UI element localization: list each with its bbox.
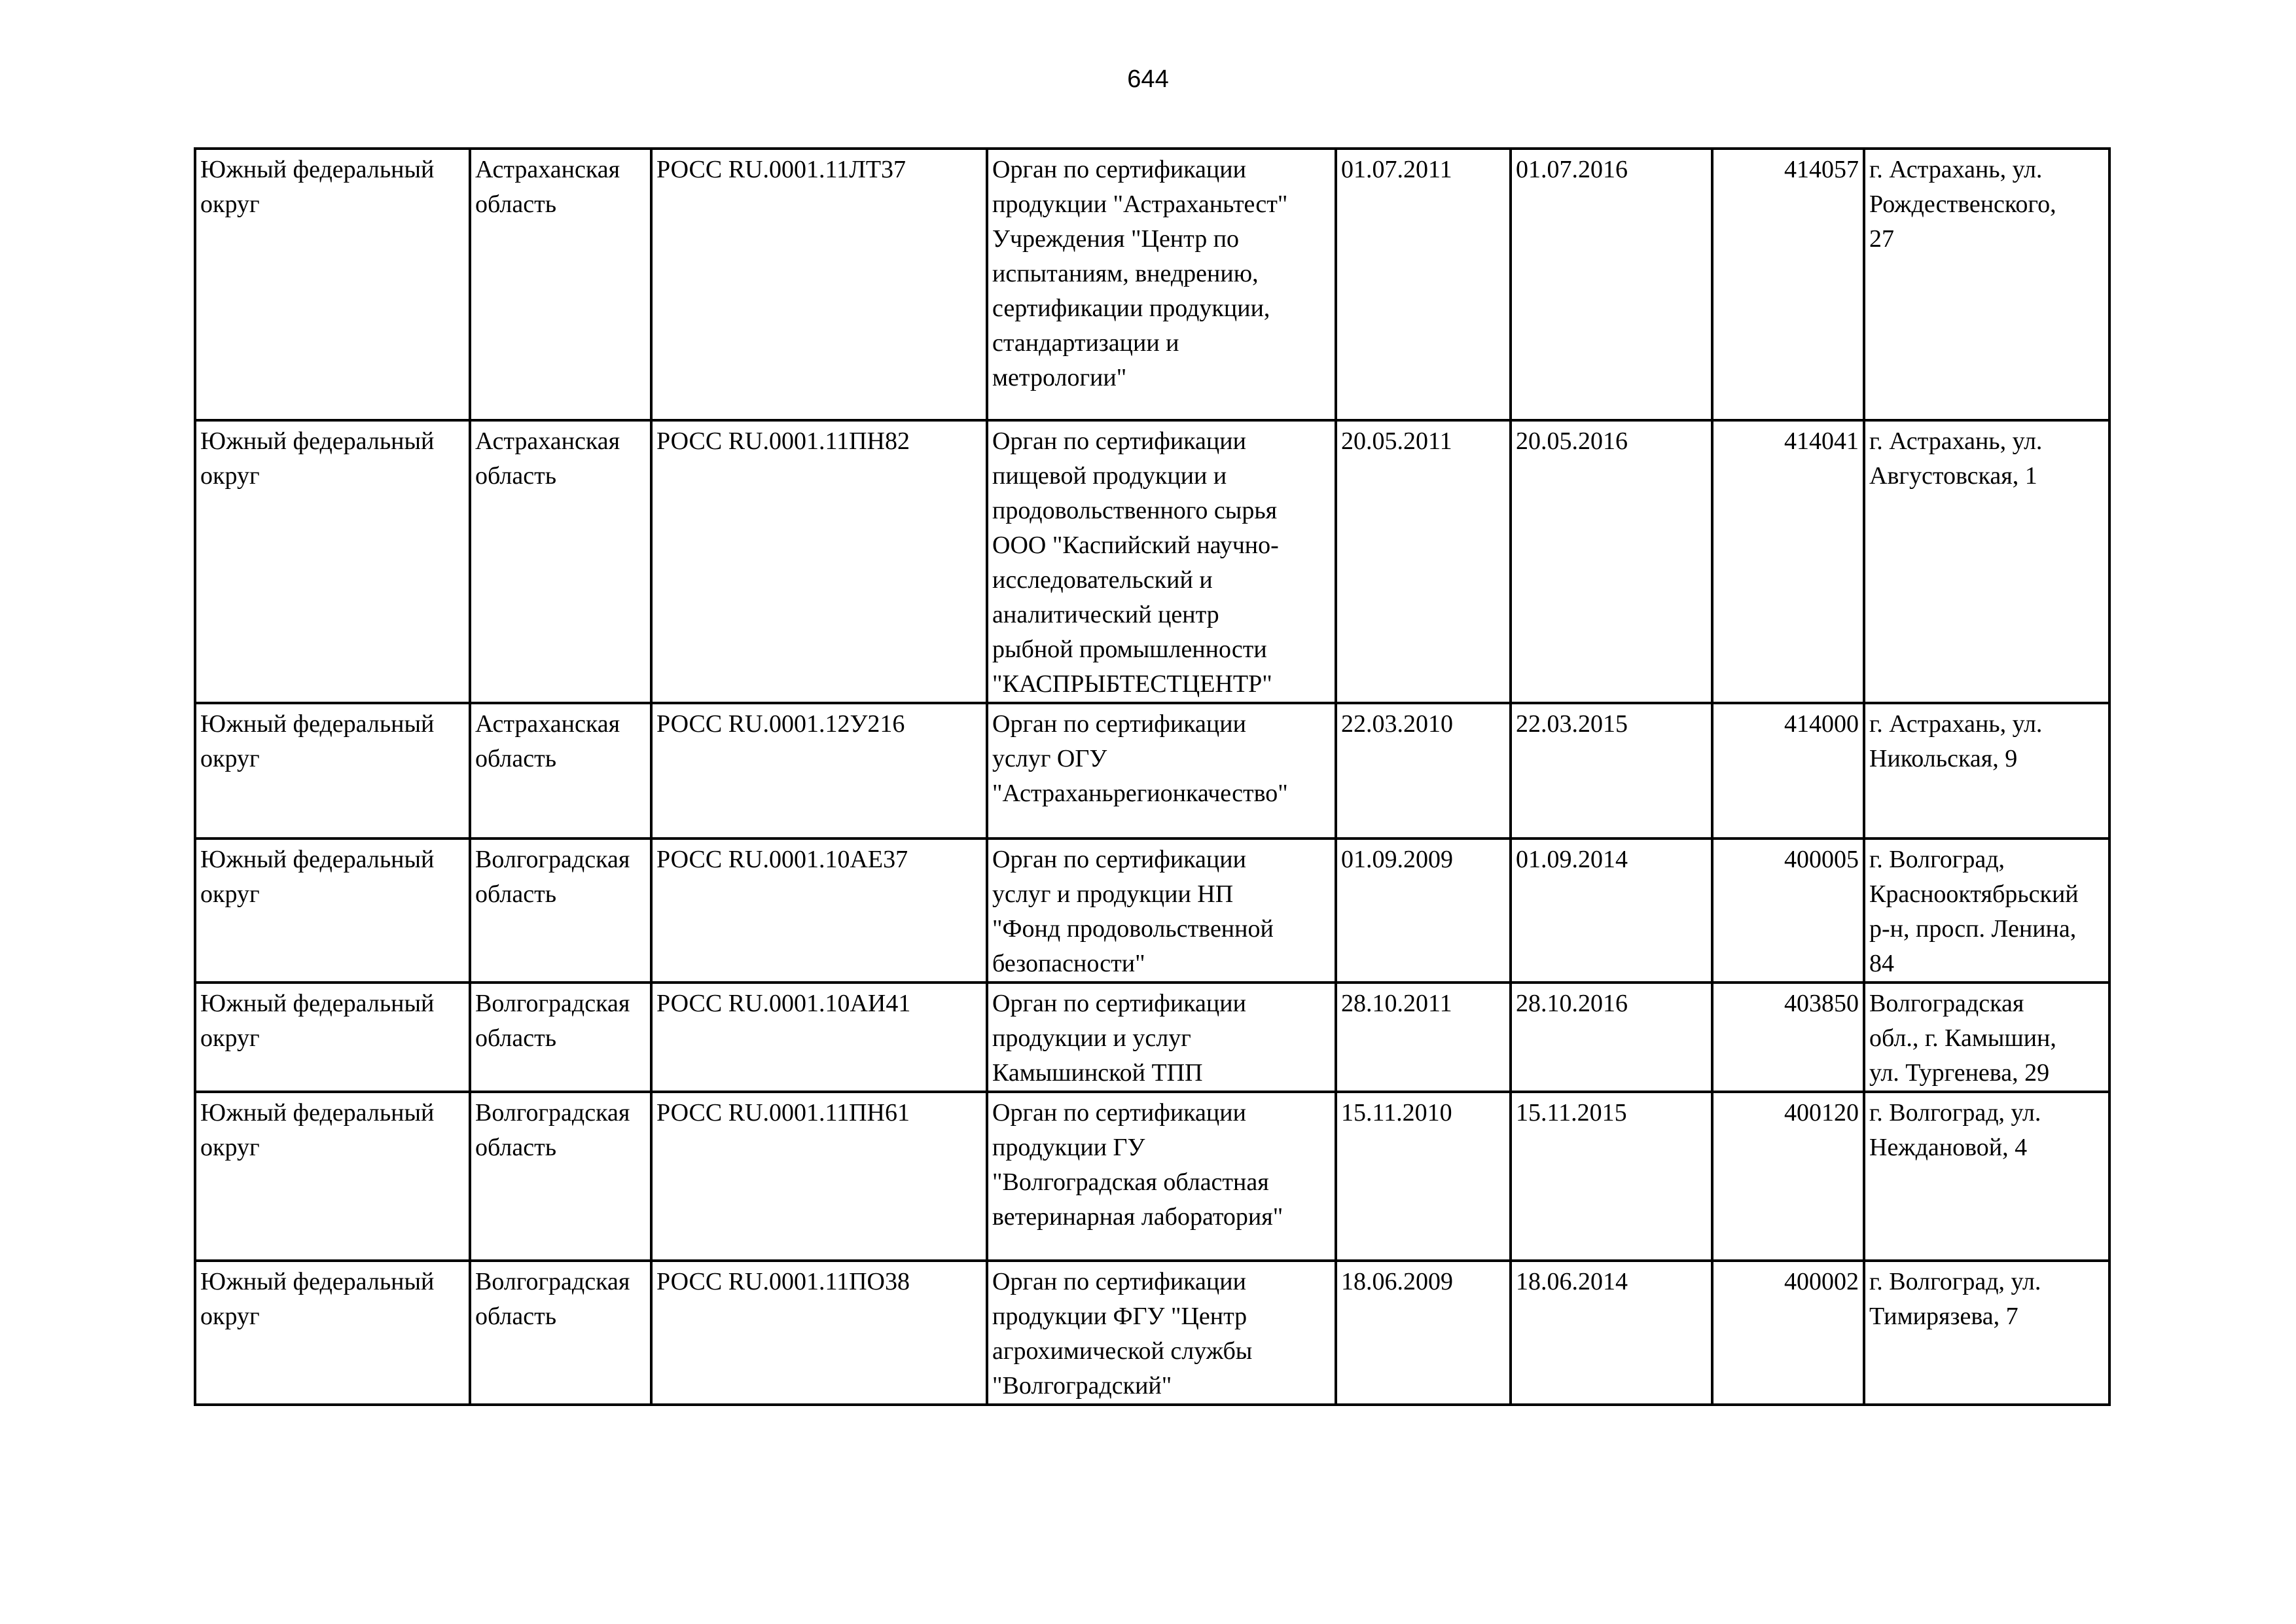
postcode-cell: 403850 xyxy=(1712,983,1864,1092)
region-cell: Астраханская область xyxy=(470,149,651,420)
date-to-cell: 20.05.2016 xyxy=(1511,420,1712,703)
date-from-cell: 28.10.2011 xyxy=(1336,983,1511,1092)
reg-number-cell: РОСС RU.0001.12У216 xyxy=(651,703,987,839)
address-cell: г. Волгоград, Краснооктябрьский р-н, просп. Ленина, 84 xyxy=(1864,839,2109,983)
date-from-cell: 18.06.2009 xyxy=(1336,1261,1511,1405)
date-from-cell: 22.03.2010 xyxy=(1336,703,1511,839)
address-cell: Волгоградская обл., г. Камышин, ул. Тургенева, 29 xyxy=(1864,983,2109,1092)
table-row xyxy=(195,983,2109,1092)
address-cell: г. Астрахань, ул. Никольская, 9 xyxy=(1864,703,2109,839)
table-row xyxy=(195,703,2109,839)
organ-cell: Орган по сертификации продукции и услуг Камышинской ТПП xyxy=(987,983,1336,1092)
reg-number-cell: РОСС RU.0001.10АЕ37 xyxy=(651,839,987,983)
district-cell: Южный федеральный округ xyxy=(195,703,470,839)
date-from-cell: 01.09.2009 xyxy=(1336,839,1511,983)
date-from-cell: 15.11.2010 xyxy=(1336,1092,1511,1261)
date-to-cell: 28.10.2016 xyxy=(1511,983,1712,1092)
date-to-cell: 15.11.2015 xyxy=(1511,1092,1712,1261)
address-cell: г. Волгоград, ул. Неждановой, 4 xyxy=(1864,1092,2109,1261)
region-cell: Астраханская область xyxy=(470,703,651,839)
postcode-cell: 400120 xyxy=(1712,1092,1864,1261)
table-row xyxy=(195,420,2109,703)
organ-cell: Орган по сертификации пищевой продукции и продовольственного сырья ООО "Каспийский научно- исследовательский и аналитический центр рыбной промышленности "КАСПРЫБТЕСТЦЕНТР" xyxy=(987,420,1336,703)
reg-number-cell: РОСС RU.0001.11ПН82 xyxy=(651,420,987,703)
postcode-cell: 400002 xyxy=(1712,1261,1864,1405)
district-cell: Южный федеральный округ xyxy=(195,983,470,1092)
postcode-cell: 414057 xyxy=(1712,149,1864,420)
district-cell: Южный федеральный округ xyxy=(195,839,470,983)
postcode-cell: 414000 xyxy=(1712,703,1864,839)
district-cell: Южный федеральный округ xyxy=(195,1261,470,1405)
region-cell: Волгоградская область xyxy=(470,1092,651,1261)
organ-cell: Орган по сертификации продукции "Астраханьтест" Учреждения "Центр по испытаниям, внедрению, сертификации продукции, стандартизации и метрологии" xyxy=(987,149,1336,420)
date-to-cell: 01.07.2016 xyxy=(1511,149,1712,420)
address-cell: г. Волгоград, ул. Тимирязева, 7 xyxy=(1864,1261,2109,1405)
date-from-cell: 20.05.2011 xyxy=(1336,420,1511,703)
table-row xyxy=(195,1261,2109,1405)
date-to-cell: 22.03.2015 xyxy=(1511,703,1712,839)
district-cell: Южный федеральный округ xyxy=(195,420,470,703)
date-to-cell: 01.09.2014 xyxy=(1511,839,1712,983)
page-number: 644 xyxy=(1127,65,1169,93)
organ-cell: Орган по сертификации услуг и продукции НП "Фонд продовольственной безопасности" xyxy=(987,839,1336,983)
region-cell: Астраханская область xyxy=(470,420,651,703)
address-cell: г. Астрахань, ул. Рождественского, 27 xyxy=(1864,149,2109,420)
district-cell: Южный федеральный округ xyxy=(195,149,470,420)
date-from-cell: 01.07.2011 xyxy=(1336,149,1511,420)
organ-cell: Орган по сертификации продукции ГУ "Волгоградская областная ветеринарная лаборатория" xyxy=(987,1092,1336,1261)
district-cell: Южный федеральный округ xyxy=(195,1092,470,1261)
table-row xyxy=(195,839,2109,983)
region-cell: Волгоградская область xyxy=(470,983,651,1092)
postcode-cell: 400005 xyxy=(1712,839,1864,983)
table-row xyxy=(195,149,2109,420)
reg-number-cell: РОСС RU.0001.11ПН61 xyxy=(651,1092,987,1261)
region-cell: Волгоградская область xyxy=(470,839,651,983)
reg-number-cell: РОСС RU.0001.10АИ41 xyxy=(651,983,987,1092)
region-cell: Волгоградская область xyxy=(470,1261,651,1405)
organ-cell: Орган по сертификации продукции ФГУ "Центр агрохимической службы "Волгоградский" xyxy=(987,1261,1336,1405)
postcode-cell: 414041 xyxy=(1712,420,1864,703)
address-cell: г. Астрахань, ул. Августовская, 1 xyxy=(1864,420,2109,703)
reg-number-cell: РОСС RU.0001.11ПО38 xyxy=(651,1261,987,1405)
reg-number-cell: РОСС RU.0001.11ЛТ37 xyxy=(651,149,987,420)
table-row xyxy=(195,1092,2109,1261)
organ-cell: Орган по сертификации услуг ОГУ "Астраханьрегионкачество" xyxy=(987,703,1336,839)
date-to-cell: 18.06.2014 xyxy=(1511,1261,1712,1405)
certification-registry-table xyxy=(194,147,2111,1406)
